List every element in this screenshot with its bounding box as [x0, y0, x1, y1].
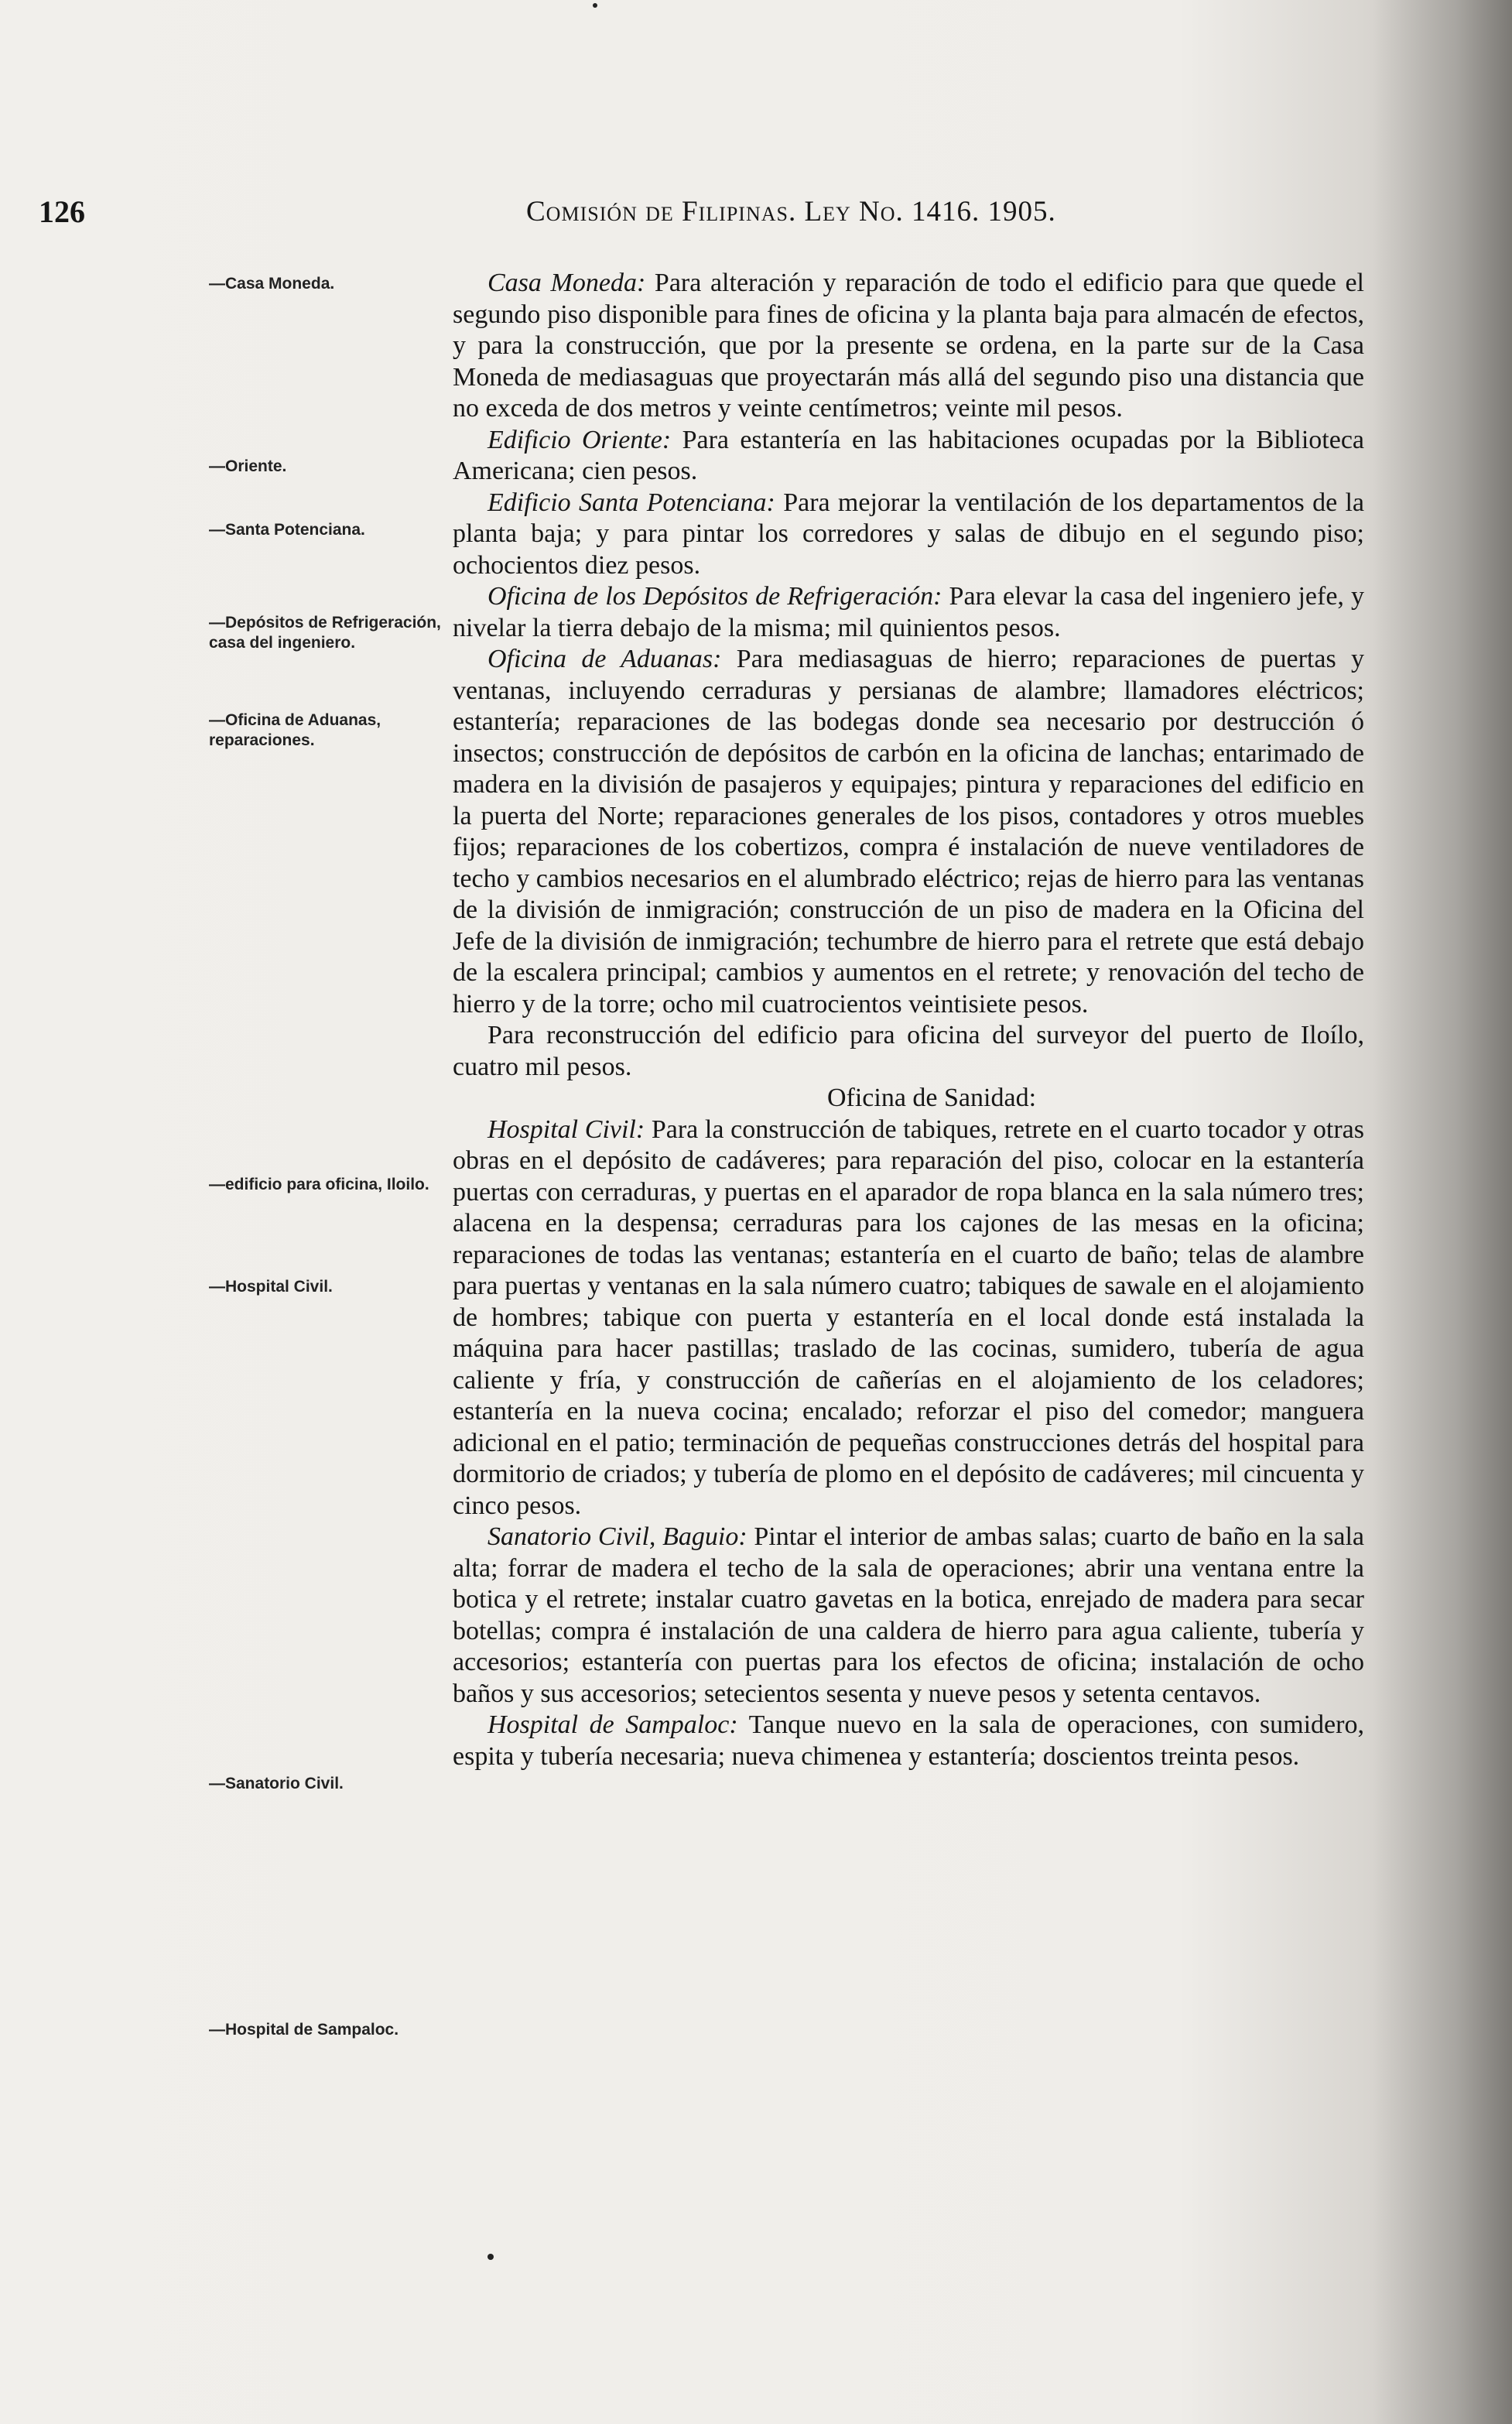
page-number: 126 [39, 194, 85, 229]
paragraph-text: Para reconstrucción del edificio para oficina del surveyor del puerto de Iloílo, cuatro mil pesos. [453, 1021, 1364, 1081]
paragraph-heading: Oficina de Aduanas: [487, 645, 722, 673]
margin-note-santa-potenciana: —Santa Potenciana. [209, 521, 365, 539]
paragraph-text: Para alteración y reparación de todo el edificio para que quede el segundo piso disponible para fines de oficina y la planta baja para almacén de efectos, y para la construcción, que por la presente se ordena, en la parte sur de la Casa Moneda de mediasaguas que proyectarán más allá del segundo piso una distancia que no exceda de dos metros y veinte centímetros; veinte mil pesos. [453, 269, 1364, 423]
paragraph-heading: Sanatorio Civil, Baguio: [487, 1522, 747, 1551]
margin-note-oficina-aduanas: —Oficina de Aduanas, reparaciones. [209, 711, 381, 749]
margin-note-hospital-civil: —Hospital Civil. [209, 1278, 333, 1296]
page-edge-shadow [1373, 0, 1512, 2424]
section-title-sanidad: Oficina de Sanidad: [826, 1084, 1037, 1112]
paragraph-heading: Edificio Oriente: [487, 425, 672, 454]
running-head: Comisión de Filipinas. Ley No. 1416. 1905. [526, 196, 1056, 228]
margin-note-oriente: —Oriente. [209, 457, 287, 475]
paragraph-text: Para mejorar la ventilación de los departamentos de la planta baja; y para pintar los corredores y salas de dibujo en el segundo piso; ochocientos diez pesos. [453, 488, 1364, 580]
margin-note-edificio-iloilo: —edificio para oficina, Iloilo. [209, 1176, 429, 1193]
paragraph-text: Pintar el interior de ambas salas; cuarto de baño en la sala alta; forrar de madera el techo de la sala de operaciones; abrir una ventana entre la botica y el retrete; instalar cuatro gavetas en la botica, enrejado de madera para secar botellas; compra é instalación de una caldera de hierro para agua caliente, tubería y accesorios; estantería con puertas para los efectos de oficina; instalación de ocho baños y sus accesorios; setecientos sesenta y nueve pesos y setenta centavos. [453, 1522, 1364, 1708]
ink-speck [593, 3, 597, 8]
paragraph-text: Para mediasaguas de hierro; reparaciones de puertas y ventanas, incluyendo cerraduras y persianas de alambre; llamadores eléctricos; estantería; reparaciones de las bodegas donde sea necesario por destrucción ó insectos; construcción de depósitos de carbón en la oficina de lanchas; entarimado de madera en la división de pasajeros y equipajes; pintura y reparaciones del edificio en la puerta del Norte; reparaciones generales de los pisos, contadores y otros muebles fijos; reparaciones de los cobertizos, compra é instalación de nueve ventiladores de techo y cambios necesarios en el alumbrado eléctrico; rejas de hierro para las ventanas de la división de inmigración; construcción de un piso de madera en la Oficina del Jefe de la división de inmigración; techumbre de hierro para el retrete que está debajo de la escalera principal; cambios y aumentos en el retrete; y renovación del techo de hierro y de la torre; ocho mil cuatrocientos veintisiete pesos. [453, 645, 1365, 1019]
paragraph-refrigeracion [453, 581, 1364, 644]
paragraph-oriente [453, 425, 1364, 488]
margin-note-hospital-sampaloc: —Hospital de Sampaloc. [209, 2021, 399, 2039]
margin-note-sanatorio-civil: —Sanatorio Civil. [209, 1775, 344, 1792]
margin-note-casa-moneda: —Casa Moneda. [209, 275, 335, 293]
paragraph-aduanas [453, 644, 1364, 1020]
paragraph-sanatorio-civil [453, 1522, 1364, 1710]
paragraph-hospital-civil [453, 1114, 1364, 1522]
paragraph-heading: Hospital de Sampaloc: [487, 1710, 738, 1739]
paragraph-iloilo [453, 1020, 1364, 1083]
paragraph-heading: Casa Moneda: [487, 269, 646, 297]
paragraph-text: Para la construcción de tabiques, retrete en el cuarto tocador y otras obras en el depósito de cadáveres; para reparación del piso, colocar en la estantería puertas con cerraduras, y puertas en el aparador de ropa blanca en la sala número tres; alacena en la despensa; cerraduras para los cajones de las mesas en la oficina; reparaciones de todas las ventanas; estantería en el cuarto de baño; telas de alambre para puertas y ventanas en la sala número cuatro; tabiques de sawale en el alojamiento de hombres; tabique con puerta y estantería en el local donde está instalada la máquina para hacer pastillas; traslado de las cocinas, sumidero, tubería de agua caliente y fría, y construcción de cañerías en el alojamiento de los celadores; estantería en la nueva cocina; encalado; reforzar el piso del comedor; manguera adicional en el patio; terminación de pequeñas construcciones detrás del hospital para dormitorio de criados; y tubería de plomo en el depósito de cadáveres; mil cincuenta y cinco pesos. [453, 1114, 1364, 1520]
paragraph-text: Para estantería en las habitaciones ocupadas por la Biblioteca Americana; cien pesos. [453, 425, 1365, 485]
paragraph-heading: Edificio Santa Potenciana: [487, 488, 775, 517]
page-header [0, 193, 1512, 240]
paragraph-heading: Oficina de los Depósitos de Refrigeración: [487, 582, 942, 611]
paragraph-text: Para elevar la casa del ingeniero jefe, y nivelar la tierra debajo de la misma; mil quinientos pesos. [453, 582, 1364, 642]
main-text-column [453, 268, 1364, 1772]
ink-speck [487, 2254, 494, 2260]
paragraph-text: Tanque nuevo en la sala de operaciones, con sumidero, espita y tubería necesaria; nueva chimenea y estantería; doscientos treinta pesos. [453, 1710, 1364, 1771]
paragraph-hospital-sampaloc [453, 1710, 1364, 1772]
paragraph-heading: Hospital Civil: [487, 1114, 645, 1144]
margin-note-depositos-refrigeracion: —Depósitos de Refrigeración, casa del ingeniero. [209, 614, 441, 652]
paragraph-casa-moneda [453, 268, 1364, 425]
paragraph-santa-potenciana [453, 488, 1364, 582]
